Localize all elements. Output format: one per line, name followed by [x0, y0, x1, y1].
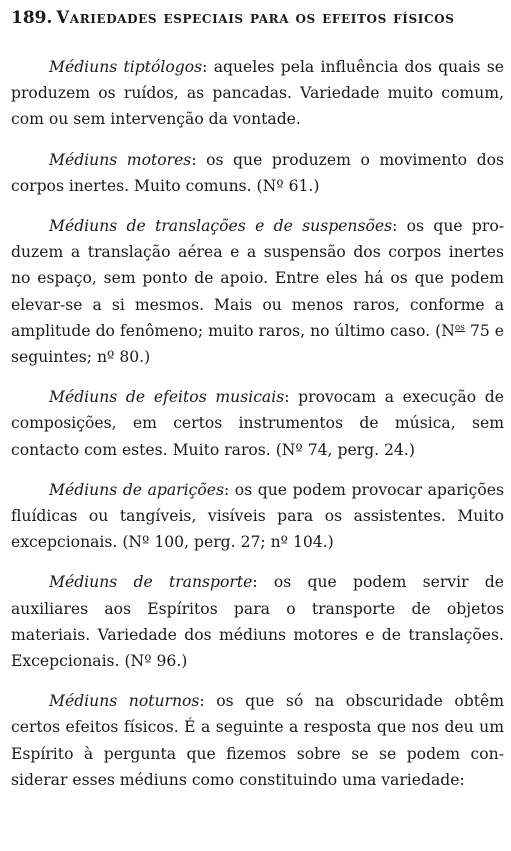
paragraph-translacoes — [11, 213, 504, 370]
paragraph-noturnos — [11, 688, 504, 793]
text-translacoes: : os que produzem a translação aérea e a suspensão dos corpos inertes no espaço, sem ponto de apoio. Entre eles há os que podem elevar-se a si mesmos. Mais ou menos raros, conforme a amplitude do fenômeno; muito raros, no último caso. (N — [11, 217, 505, 340]
document-page — [11, 6, 504, 793]
term-efeitos-musicais: Médiuns de efeitos musicais — [49, 388, 285, 407]
section-heading — [11, 6, 504, 30]
superscript-os: os — [454, 322, 465, 333]
paragraph-motores — [11, 147, 504, 199]
text-aparicoes: : os que podem provocar aparições fluídicas ou tangíveis, visíveis para os assistentes. Muito excepcionais. (Nº 100, perg. 27; nº 104.) — [11, 480, 504, 552]
paragraph-aparicoes — [11, 477, 504, 556]
term-motores: Médiuns motores — [49, 150, 192, 169]
term-transporte: Médiuns de transporte — [49, 573, 253, 592]
term-translacoes: Médiuns de translações e de suspensões — [49, 217, 393, 236]
text-noturnos: : os que só na obscuridade obtêm certos efeitos físicos. É a seguinte a resposta que nos deu um Espírito à pergunta que fizemos sobre se se podem considerar esses médiuns como constituindo uma variedade: — [11, 692, 504, 789]
term-aparicoes: Médiuns de aparições — [49, 480, 224, 499]
section-number: 189. — [11, 8, 53, 28]
paragraph-efeitos-musicais — [11, 384, 504, 463]
text-translacoes-end: 75 e seguintes; nº 80.) — [11, 321, 505, 367]
term-noturnos: Médiuns noturnos — [49, 692, 200, 711]
paragraph-transporte — [11, 569, 504, 674]
section-title: Variedades especiais para os efeitos físicos — [56, 8, 455, 27]
text-tiptologos: : aqueles pela influência dos quais se produzem os ruídos, as pancadas. Variedade muito comum, com ou sem intervenção da vontade. — [11, 58, 504, 129]
text-transporte: : os que podem servir de auxiliares aos Espíritos para o transporte de objetos materiais. Variedade dos médiuns motores e de translações. Excepcionais. (Nº 96.) — [11, 573, 504, 671]
paragraph-tiptologos — [11, 54, 504, 133]
term-tiptologos: Médiuns tiptólogos — [49, 58, 203, 76]
text-efeitos-musicais: : provocam a execução de composições, em certos instrumentos de música, sem contacto com estes. Muito raros. (Nº 74, perg. 24.) — [11, 388, 505, 459]
text-motores: : os que produzem o movimento dos corpos inertes. Muito comuns. (Nº 61.) — [11, 150, 504, 195]
